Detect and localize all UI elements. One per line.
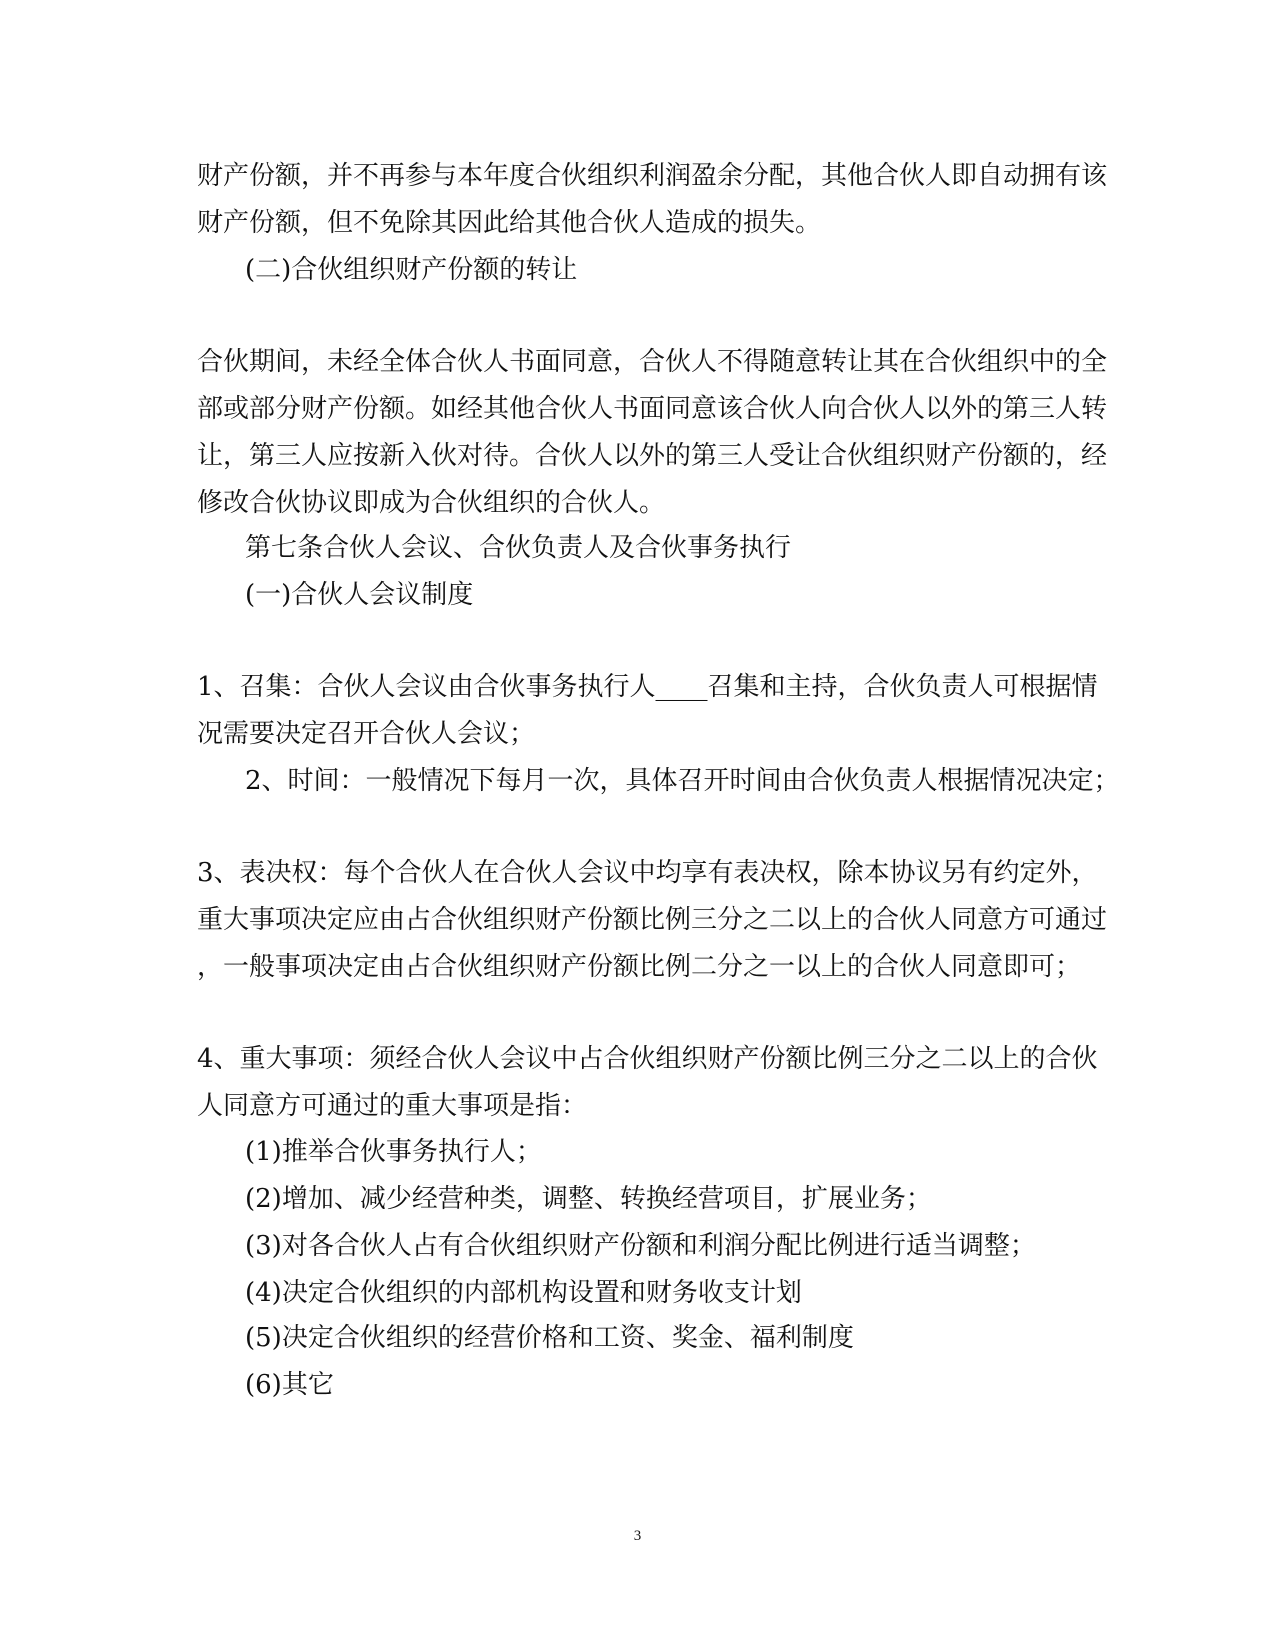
article-heading: 第七条合伙人会议、合伙负责人及合伙事务执行 — [245, 533, 792, 563]
paragraph-line: 4、重大事项：须经合伙人会议中占合伙组织财产份额比例三分之二以上的合伙 — [197, 1044, 1098, 1074]
paragraph-line: 重大事项决定应由占合伙组织财产份额比例三分之二以上的合伙人同意方可通过 — [197, 905, 1108, 935]
paragraph-line: 人同意方可通过的重大事项是指： — [197, 1091, 588, 1121]
paragraph-line: 修改合伙协议即成为合伙组织的合伙人。 — [197, 488, 666, 518]
paragraph-line: 1、召集：合伙人会议由合伙事务执行人____召集和主持，合伙负责人可根据情 — [197, 672, 1098, 702]
list-item: (1)推举合伙事务执行人； — [245, 1137, 542, 1167]
paragraph-line: 财产份额，但不免除其因此给其他合伙人造成的损失。 — [197, 208, 822, 238]
list-item: (4)决定合伙组织的内部机构设置和财务收支计划 — [245, 1278, 802, 1308]
list-item: (6)其它 — [245, 1370, 334, 1400]
page-number: 3 — [633, 1528, 642, 1544]
paragraph-line: ，一般事项决定由占合伙组织财产份额比例二分之一以上的合伙人同意即可； — [197, 952, 1082, 982]
paragraph-line: 况需要决定召开合伙人会议； — [197, 719, 536, 749]
paragraph-line: 财产份额，并不再参与本年度合伙组织利润盈余分配，其他合伙人即自动拥有该 — [197, 161, 1108, 191]
paragraph-line: 部或部分财产份额。如经其他合伙人书面同意该合伙人向合伙人以外的第三人转 — [197, 394, 1108, 424]
paragraph-line: 3、表决权：每个合伙人在合伙人会议中均享有表决权，除本协议另有约定外， — [197, 858, 1098, 888]
section-heading: (二)合伙组织财产份额的转让 — [245, 255, 578, 285]
list-item: (2)增加、减少经营种类，调整、转换经营项目，扩展业务； — [245, 1184, 932, 1214]
list-item: (3)对各合伙人占有合伙组织财产份额和利润分配比例进行适当调整； — [245, 1231, 1036, 1261]
section-heading: (一)合伙人会议制度 — [245, 580, 474, 610]
paragraph-line: 2、时间：一般情况下每月一次，具体召开时间由合伙负责人根据情况决定； — [245, 766, 1120, 796]
list-item: (5)决定合伙组织的经营价格和工资、奖金、福利制度 — [245, 1323, 854, 1353]
paragraph-line: 合伙期间，未经全体合伙人书面同意，合伙人不得随意转让其在合伙组织中的全 — [197, 347, 1108, 377]
paragraph-line: 让，第三人应按新入伙对待。合伙人以外的第三人受让合伙组织财产份额的，经 — [197, 441, 1108, 471]
